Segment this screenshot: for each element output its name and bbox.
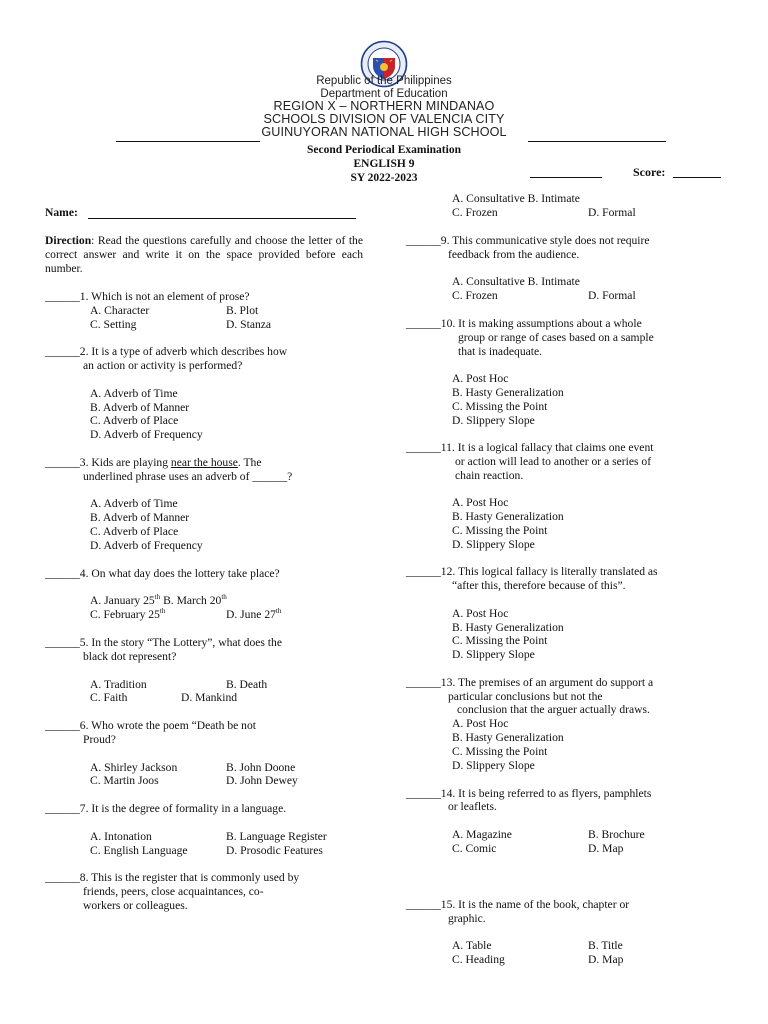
signature-line-left [116,141,260,142]
question-13-stem-cont-1: particular conclusions but not the [448,690,603,703]
question-14-stem-cont: or leaflets. [448,800,497,813]
direction-label: Direction [45,234,92,247]
question-4-stem: 4. On what day does the lottery take place? [79,567,280,580]
q4-option-d-row [226,608,281,622]
q5-option-c: C. Faith [90,691,128,704]
q11-option-c: C. Missing the Point [452,524,548,537]
ordinal-suffix: th [275,607,282,616]
question-1 [45,290,250,304]
question-12-stem: 12. This logical fallacy is literally translated as [440,565,658,578]
q1-option-b: B. Plot [226,304,259,317]
question-11-stem-cont-1: or action will lead to another or a series of [455,455,652,468]
question-15-stem-cont: graphic. [448,912,486,925]
q11-option-b: B. Hasty Generalization [452,510,564,523]
q3-option-c: C. Adverb of Place [90,525,179,538]
q13-option-d: D. Slippery Slope [452,759,535,772]
answer-blank[interactable]: ______ [45,456,80,469]
question-4 [45,567,280,581]
question-2-stem-cont: an action or activity is performed? [83,359,243,372]
ordinal-suffix: th [154,593,161,602]
name-field[interactable] [88,218,356,219]
q14-option-d: D. Map [588,842,624,855]
q15-option-c: C. Heading [452,953,505,966]
extra-blank-line[interactable] [530,177,602,178]
q3-option-a: A. Adverb of Time [90,497,178,510]
q2-option-c: C. Adverb of Place [90,414,179,427]
q8-option-c: C. Frozen [452,206,498,219]
q2-option-b: B. Adverb of Manner [90,401,190,414]
answer-blank[interactable]: ______ [45,567,80,580]
q3-option-d: D. Adverb of Frequency [90,539,203,552]
question-8-stem-cont-2: workers or colleagues. [83,899,188,912]
q13-option-a: A. Post Hoc [452,717,509,730]
question-14-stem: 14. It is being referred to as flyers, pamphlets [440,787,652,800]
q10-option-b: B. Hasty Generalization [452,386,564,399]
q12-option-a: A. Post Hoc [452,607,509,620]
answer-blank[interactable]: ______ [406,441,441,454]
q1-option-d: D. Stanza [226,318,272,331]
exam-subject: ENGLISH 9 [353,158,415,170]
answer-blank[interactable]: ______ [406,898,441,911]
underlined-phrase: near the house [170,456,238,469]
header-region: REGION X – NORTHERN MINDANAO [273,99,495,113]
question-8-stem: 8. This is the register that is commonly used by [79,871,300,884]
answer-blank[interactable]: ______ [45,719,80,732]
q11-option-d: D. Slippery Slope [452,538,535,551]
q4-option-b: B. March 20 [160,594,222,607]
answer-blank[interactable]: ______ [406,787,441,800]
q13-option-b: B. Hasty Generalization [452,731,564,744]
question-3-stem: 3. Kids are playing [79,456,171,469]
header-division: SCHOOLS DIVISION OF VALENCIA CITY [263,112,505,126]
q10-option-c: C. Missing the Point [452,400,548,413]
exam-title: Second Periodical Examination [307,144,461,156]
question-11-stem: 11. It is a logical fallacy that claims one event [440,441,654,454]
header-school: GUINUYORAN NATIONAL HIGH SCHOOL [261,125,507,139]
question-5 [45,636,282,650]
q15-option-d: D. Map [588,953,624,966]
q1-option-c: C. Setting [90,318,137,331]
q10-option-d: D. Slippery Slope [452,414,535,427]
q9-option-d: D. Formal [588,289,636,302]
question-6-stem-cont: Proud? [83,733,116,746]
q6-option-a: A. Shirley Jackson [90,761,178,774]
answer-blank[interactable]: ______ [45,871,80,884]
question-9-stem-cont: feedback from the audience. [448,248,580,261]
q15-option-b: B. Title [588,939,623,952]
question-6 [45,719,256,733]
question-10-stem: 10. It is making assumptions about a whole [440,317,642,330]
q14-option-a: A. Magazine [452,828,512,841]
answer-blank[interactable]: ______ [406,676,441,689]
question-2 [45,345,287,359]
question-8 [45,871,299,885]
q6-option-c: C. Martin Joos [90,774,159,787]
q11-option-a: A. Post Hoc [452,496,509,509]
question-12-stem-cont: “after this, therefore because of this”. [452,579,626,592]
question-5-stem: 5. In the story “The Lottery”, what does the [79,636,282,649]
question-13-stem: 13. The premises of an argument do support a [440,676,654,689]
q12-option-c: C. Missing the Point [452,634,548,647]
name-label: Name: [45,206,78,219]
q13-option-c: C. Missing the Point [452,745,548,758]
q2-option-d: D. Adverb of Frequency [90,428,203,441]
q1-option-a: A. Character [90,304,150,317]
q8-options-ab: A. Consultative B. Intimate [452,192,580,205]
question-15 [406,898,629,912]
question-12 [406,565,658,579]
question-14 [406,787,651,801]
ordinal-suffix: th [221,593,227,602]
q7-option-d: D. Prosodic Features [226,844,323,857]
school-year: SY 2022-2023 [350,172,418,184]
question-10-stem-cont-2: that is inadequate. [458,345,543,358]
question-7 [45,802,286,816]
question-8-stem-cont-1: friends, peers, close acquaintances, co- [83,885,264,898]
q6-option-b: B. John Doone [226,761,296,774]
direction-paragraph [45,234,363,276]
q12-option-b: B. Hasty Generalization [452,621,564,634]
question-7-stem: 7. It is the degree of formality in a language. [79,802,287,815]
question-13 [406,676,653,690]
question-11 [406,441,653,455]
header-republic: Republic of the Philippines [316,75,452,87]
q9-options-ab: A. Consultative B. Intimate [452,275,580,288]
question-9-stem: 9. This communicative style does not require [440,234,650,247]
question-2-stem: 2. It is a type of adverb which describes how [79,345,288,358]
question-5-stem-cont: black dot represent? [83,650,177,663]
answer-blank[interactable]: ______ [45,802,80,815]
q7-option-b: B. Language Register [226,830,327,843]
q4-option-a: A. January 25 [90,594,155,607]
answer-blank[interactable]: ______ [45,636,80,649]
q12-option-d: D. Slippery Slope [452,648,535,661]
q4-options-row-1 [90,594,227,608]
question-13-stem-cont-2: conclusion that the arguer actually draws. [457,703,650,716]
question-9 [406,234,650,248]
question-10 [406,317,642,331]
answer-blank[interactable]: ______ [406,565,441,578]
ordinal-suffix: th [159,607,166,616]
answer-blank[interactable]: ______ [406,317,441,330]
answer-blank[interactable]: ______ [406,234,441,247]
q2-option-a: A. Adverb of Time [90,387,178,400]
q9-option-c: C. Frozen [452,289,498,302]
question-10-stem-cont-1: group or range of cases based on a sample [458,331,654,344]
question-3-stem-cont: underlined phrase uses an adverb of ______? [83,470,293,483]
direction-text: : Read the questions carefully and choose the letter of the correct answer and write it on the space provided before each number. [45,234,363,275]
q10-option-a: A. Post Hoc [452,372,509,385]
q8-option-d: D. Formal [588,206,636,219]
question-3 [45,456,262,470]
q5-option-a: A. Tradition [90,678,147,691]
q7-option-c: C. English Language [90,844,188,857]
question-15-stem: 15. It is the name of the book, chapter or [440,898,630,911]
q4-option-c: C. February 25 [90,608,160,621]
q4-option-d: D. June 27 [226,608,276,621]
q6-option-d: D. John Dewey [226,774,298,787]
score-label: Score: [633,165,666,179]
answer-blank[interactable]: ______ [45,290,80,303]
q14-option-b: B. Brochure [588,828,645,841]
q7-option-a: A. Intonation [90,830,152,843]
question-6-stem: 6. Who wrote the poem “Death be not [79,719,256,732]
q15-option-a: A. Table [452,939,492,952]
q14-option-c: C. Comic [452,842,497,855]
question-3-stem-end: . The [237,456,262,469]
signature-line-right [528,141,666,142]
question-11-stem-cont-2: chain reaction. [455,469,524,482]
q5-option-b: B. Death [226,678,268,691]
q5-option-d: D. Mankind [181,691,238,704]
score-field[interactable] [673,177,721,178]
answer-blank[interactable]: ______ [45,345,80,358]
q4-option-c-row [90,608,165,622]
q3-option-b: B. Adverb of Manner [90,511,190,524]
question-1-stem: 1. Which is not an element of prose? [79,290,250,303]
header-department: Department of Education [320,88,448,100]
